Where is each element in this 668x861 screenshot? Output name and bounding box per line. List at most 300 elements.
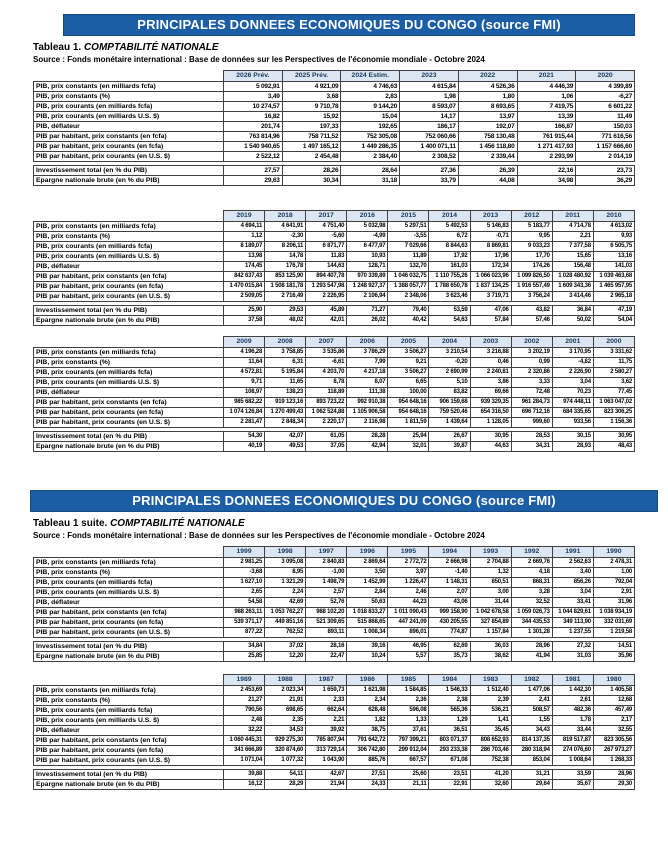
value-cell: 1 512,40 — [470, 686, 511, 696]
table-title-main: COMPTABILITÉ NATIONALE — [110, 518, 245, 529]
value-cell: 1 811,59 — [388, 418, 429, 428]
year-header: 1997 — [306, 547, 347, 558]
table-2019-2010 — [33, 210, 668, 326]
value-cell: 30,95 — [593, 432, 634, 442]
value-cell: 118,89 — [306, 388, 347, 398]
value-cell: 667,57 — [388, 756, 429, 766]
table-row — [34, 132, 635, 142]
value-cell: 37,61 — [388, 726, 429, 736]
year-header: 1988 — [265, 675, 306, 686]
value-cell: 44,63 — [470, 442, 511, 452]
row-label: PIB par habitant, prix constants (en fcfa) — [34, 608, 224, 618]
value-cell: 13,16 — [593, 252, 634, 262]
value-cell: 2 965,18 — [593, 292, 634, 302]
value-cell: 654 316,50 — [470, 408, 511, 418]
table-row — [34, 588, 635, 598]
value-cell: -4,99 — [347, 232, 388, 242]
row-label: PIB, prix courants (en milliards U.S. $) — [34, 588, 224, 598]
value-cell: 1 157,84 — [470, 628, 511, 638]
value-cell: 341 666,89 — [224, 746, 265, 756]
year-header: 1992 — [511, 547, 552, 558]
table-row — [34, 408, 635, 418]
value-cell: 313 729,14 — [306, 746, 347, 756]
value-cell: 856,26 — [552, 578, 593, 588]
year-header: 1991 — [552, 547, 593, 558]
value-cell: 21,94 — [306, 780, 347, 790]
value-cell: 447 241,09 — [388, 618, 429, 628]
value-cell: 62,69 — [429, 642, 470, 652]
value-cell: 31,96 — [593, 598, 634, 608]
value-cell: 988 102,20 — [306, 608, 347, 618]
value-cell: 25,60 — [388, 770, 429, 780]
table-row — [34, 316, 635, 326]
national-accounts-table — [33, 674, 635, 790]
page-banner: PRINCIPALES DONNEES ECONOMIQUES DU CONGO (source FMI) — [63, 14, 635, 36]
value-cell: 1,00 — [593, 568, 634, 578]
value-cell: 35,45 — [470, 726, 511, 736]
table-row — [34, 398, 635, 408]
value-cell: 49,53 — [265, 442, 306, 452]
value-cell: 4 613,02 — [593, 222, 634, 232]
value-cell: 57,46 — [511, 316, 552, 326]
table-row — [34, 368, 635, 378]
value-cell: 6 871,77 — [306, 242, 347, 252]
value-cell: 2,57 — [306, 588, 347, 598]
value-cell: 11,75 — [593, 358, 634, 368]
value-cell: 896,01 — [388, 628, 429, 638]
value-cell: 27,51 — [347, 770, 388, 780]
corner-cell — [34, 71, 224, 82]
value-cell: 929 275,30 — [265, 736, 306, 746]
value-cell: 842 637,43 — [224, 272, 265, 282]
value-cell: 1,29 — [429, 716, 470, 726]
year-header: 2003 — [470, 337, 511, 348]
value-cell: 1 066 023,96 — [470, 272, 511, 282]
value-cell: 4 196,28 — [224, 348, 265, 358]
value-cell: 4 694,11 — [224, 222, 265, 232]
year-header: 1984 — [429, 675, 470, 686]
value-cell: 38,62 — [470, 652, 511, 662]
value-cell: 24,33 — [347, 780, 388, 790]
value-cell: 565,36 — [429, 706, 470, 716]
value-cell: 1 060 445,31 — [224, 736, 265, 746]
value-cell: 1 497 165,12 — [282, 142, 341, 152]
row-label: PIB par habitant, prix constants (en fcfa) — [34, 132, 224, 142]
table-1989-1980 — [33, 674, 668, 790]
value-cell: 2,35 — [265, 716, 306, 726]
table-row — [34, 780, 635, 790]
value-cell: 449 851,16 — [265, 618, 306, 628]
table-row — [34, 706, 635, 716]
value-cell: 1 074 126,84 — [224, 408, 265, 418]
value-cell: 201,74 — [224, 122, 283, 132]
value-cell: 3,28 — [511, 588, 552, 598]
year-header: 2022 — [458, 71, 517, 82]
value-cell: 25,90 — [224, 306, 265, 316]
value-cell: 128,71 — [347, 262, 388, 272]
table-row — [34, 252, 635, 262]
value-cell: 47,06 — [470, 306, 511, 316]
table-row — [34, 686, 635, 696]
value-cell: 2 454,48 — [282, 152, 341, 162]
value-cell: 2 669,76 — [511, 558, 552, 568]
value-cell: 161,03 — [429, 262, 470, 272]
value-cell: 11,64 — [224, 358, 265, 368]
value-cell: 186,17 — [400, 122, 459, 132]
corner-cell — [34, 675, 224, 686]
value-cell: -0,20 — [429, 358, 470, 368]
year-header: 2010 — [593, 211, 634, 222]
value-cell: 35,67 — [552, 780, 593, 790]
value-cell: 9,95 — [511, 232, 552, 242]
value-cell: 61,05 — [306, 432, 347, 442]
value-cell: 30,15 — [552, 432, 593, 442]
value-cell: 293 233,38 — [429, 746, 470, 756]
value-cell: 4,18 — [511, 568, 552, 578]
value-cell: 174,26 — [511, 262, 552, 272]
value-cell: 39,88 — [224, 770, 265, 780]
row-label: PIB, prix courants (en milliards U.S. $) — [34, 378, 224, 388]
value-cell: 3,86 — [470, 378, 511, 388]
value-cell: 32,52 — [511, 598, 552, 608]
value-cell: 22,91 — [429, 780, 470, 790]
value-cell: 83,82 — [429, 388, 470, 398]
value-cell: 26,02 — [347, 316, 388, 326]
row-label: PIB par habitant, prix courants (en U.S. $) — [34, 628, 224, 638]
value-cell: 28,96 — [511, 642, 552, 652]
value-cell: 1 043,90 — [306, 756, 347, 766]
value-cell: 933,56 — [552, 418, 593, 428]
value-cell: 50,63 — [347, 598, 388, 608]
source-line: Source : Fonds monétaire international : Base de données sur les Perspectives de l'économie mondiale - Octobre 2024 — [33, 531, 485, 540]
value-cell: 3 170,95 — [552, 348, 593, 358]
row-label: PIB, prix courants (en milliards fcfa) — [34, 706, 224, 716]
year-header: 2004 — [429, 337, 470, 348]
value-cell: 1 008,34 — [347, 628, 388, 638]
row-label: PIB, prix courants (en milliards U.S. $) — [34, 716, 224, 726]
value-cell: 166,87 — [517, 122, 576, 132]
value-cell: -3,68 — [224, 568, 265, 578]
row-label: PIB, déflateur — [34, 598, 224, 608]
value-cell: 3,04 — [552, 378, 593, 388]
value-cell: 850,51 — [470, 578, 511, 588]
table-row — [34, 418, 635, 428]
row-label: PIB, prix courants (en milliards fcfa) — [34, 242, 224, 252]
table-row — [34, 348, 635, 358]
value-cell: 5,10 — [429, 378, 470, 388]
value-cell: 3 506,27 — [388, 368, 429, 378]
value-cell: 1 011 090,43 — [388, 608, 429, 618]
value-cell: 2,21 — [552, 232, 593, 242]
value-cell: 77,45 — [593, 388, 634, 398]
value-cell: 54,63 — [429, 316, 470, 326]
year-header: 1990 — [593, 547, 634, 558]
value-cell: 1 062 524,88 — [306, 408, 347, 418]
table-row — [34, 746, 635, 756]
table-row — [34, 388, 635, 398]
value-cell: 11,83 — [306, 252, 347, 262]
value-cell: 1 400 071,11 — [400, 142, 459, 152]
row-label: PIB par habitant, prix courants (en U.S. $) — [34, 152, 224, 162]
value-cell: 1 053 762,27 — [265, 608, 306, 618]
value-cell: 21,91 — [265, 696, 306, 706]
value-cell: 8,78 — [306, 378, 347, 388]
value-cell: 9 144,20 — [341, 102, 400, 112]
value-cell: 803 071,37 — [429, 736, 470, 746]
value-cell: 791 642,72 — [347, 736, 388, 746]
value-cell: 868,31 — [511, 578, 552, 588]
value-cell: 2,24 — [265, 588, 306, 598]
value-cell: 999,60 — [511, 418, 552, 428]
value-cell: 132,70 — [388, 262, 429, 272]
value-cell: 939 329,35 — [470, 398, 511, 408]
year-header: 2008 — [265, 337, 306, 348]
value-cell: 1 042 678,58 — [470, 608, 511, 618]
table-row — [34, 222, 635, 232]
row-label: PIB, prix constants (%) — [34, 358, 224, 368]
value-cell: 48,43 — [593, 442, 634, 452]
value-cell: 44,08 — [458, 176, 517, 186]
value-cell: 1 270 499,43 — [265, 408, 306, 418]
value-cell: 34,98 — [517, 176, 576, 186]
value-cell: 17,70 — [511, 252, 552, 262]
value-cell: 762,52 — [265, 628, 306, 638]
value-cell: 974 448,11 — [552, 398, 593, 408]
year-header: 1998 — [265, 547, 306, 558]
value-cell: 34,31 — [511, 442, 552, 452]
year-header: 1995 — [388, 547, 429, 558]
value-cell: 1 508 181,78 — [265, 282, 306, 292]
value-cell: 1 028 480,92 — [552, 272, 593, 282]
value-cell: 1 044 829,61 — [552, 608, 593, 618]
value-cell: 1 105 906,58 — [347, 408, 388, 418]
value-cell: 797 399,21 — [388, 736, 429, 746]
value-cell: 1 018 833,27 — [347, 608, 388, 618]
value-cell: 23,73 — [576, 166, 635, 176]
value-cell: 662,64 — [306, 706, 347, 716]
year-header: 2025 Prév. — [282, 71, 341, 82]
value-cell: 30,34 — [282, 176, 341, 186]
value-cell: 671,08 — [429, 756, 470, 766]
row-label: PIB, prix courants (en milliards U.S. $) — [34, 252, 224, 262]
value-cell: 2 339,44 — [458, 152, 517, 162]
value-cell: 26,67 — [429, 432, 470, 442]
value-cell: 53,59 — [429, 306, 470, 316]
value-cell: 2 106,94 — [347, 292, 388, 302]
value-cell: 54,58 — [224, 598, 265, 608]
year-header: 1986 — [347, 675, 388, 686]
value-cell: 1 293 547,98 — [306, 282, 347, 292]
value-cell: 299 912,04 — [388, 746, 429, 756]
value-cell: 684 335,65 — [552, 408, 593, 418]
value-cell: 8 206,11 — [265, 242, 306, 252]
value-cell: 33,41 — [552, 598, 593, 608]
value-cell: 1,78 — [552, 716, 593, 726]
table-row — [34, 282, 635, 292]
value-cell: 54,30 — [224, 432, 265, 442]
value-cell: 2,65 — [224, 588, 265, 598]
value-cell: 1,06 — [517, 92, 576, 102]
value-cell: 2 716,49 — [265, 292, 306, 302]
value-cell: 40,19 — [224, 442, 265, 452]
value-cell: 2 562,63 — [552, 558, 593, 568]
row-label: PIB, prix constants (en milliards fcfa) — [34, 222, 224, 232]
table-title-prefix: Tableau 1 suite. — [33, 518, 108, 529]
value-cell: 853,04 — [511, 756, 552, 766]
value-cell: 25,94 — [388, 432, 429, 442]
row-label: PIB par habitant, prix constants (en fcfa) — [34, 736, 224, 746]
value-cell: 9,21 — [388, 358, 429, 368]
value-cell: 536,21 — [470, 706, 511, 716]
year-header: 2026 Prév. — [224, 71, 283, 82]
value-cell: 32,60 — [470, 780, 511, 790]
row-label: PIB, déflateur — [34, 122, 224, 132]
value-cell: 10,93 — [347, 252, 388, 262]
value-cell: 39,92 — [306, 726, 347, 736]
year-header: 2020 — [576, 71, 635, 82]
table-row — [34, 618, 635, 628]
value-cell: 1 439,64 — [429, 418, 470, 428]
value-cell: 31,44 — [470, 598, 511, 608]
value-cell: 2 869,64 — [347, 558, 388, 568]
value-cell: 4 572,81 — [224, 368, 265, 378]
value-cell: 823 306,25 — [593, 408, 634, 418]
year-header: 2012 — [511, 211, 552, 222]
value-cell: 12,20 — [265, 652, 306, 662]
year-header: 2016 — [347, 211, 388, 222]
value-cell: -6,27 — [576, 92, 635, 102]
value-cell: 40,42 — [388, 316, 429, 326]
table-row — [34, 166, 635, 176]
table-row — [34, 378, 635, 388]
value-cell: 2 293,99 — [517, 152, 576, 162]
value-cell: 4 714,78 — [552, 222, 593, 232]
value-cell: 752 060,66 — [400, 132, 459, 142]
year-header: 2000 — [593, 337, 634, 348]
national-accounts-table — [33, 70, 635, 186]
value-cell: 1,55 — [511, 716, 552, 726]
value-cell: 906 159,68 — [429, 398, 470, 408]
value-cell: 808 652,93 — [470, 736, 511, 746]
row-label: PIB, prix constants (%) — [34, 92, 224, 102]
value-cell: -5,60 — [306, 232, 347, 242]
value-cell: 29,63 — [224, 176, 283, 186]
value-cell: 5 297,51 — [388, 222, 429, 232]
value-cell: 14,17 — [400, 112, 459, 122]
row-label: PIB, prix constants (en milliards fcfa) — [34, 348, 224, 358]
value-cell: 197,33 — [282, 122, 341, 132]
value-cell: 0,46 — [470, 358, 511, 368]
value-cell: 9 710,78 — [282, 102, 341, 112]
value-cell: 52,76 — [306, 598, 347, 608]
value-cell: 36,03 — [470, 642, 511, 652]
value-cell: 8,07 — [347, 378, 388, 388]
value-cell: 3 756,24 — [511, 292, 552, 302]
table-2009-2000 — [33, 336, 668, 452]
value-cell: 35,96 — [593, 652, 634, 662]
value-cell: 1 498,79 — [306, 578, 347, 588]
value-cell: 33,79 — [400, 176, 459, 186]
value-cell: 4 446,39 — [517, 82, 576, 92]
value-cell: 27,32 — [552, 642, 593, 652]
year-header: 1996 — [347, 547, 388, 558]
value-cell: 1 540 940,65 — [224, 142, 283, 152]
value-cell: 2,41 — [511, 696, 552, 706]
value-cell: 14,78 — [265, 252, 306, 262]
value-cell: 35,73 — [429, 652, 470, 662]
value-cell: 8 593,07 — [400, 102, 459, 112]
value-cell: 814 137,35 — [511, 736, 552, 746]
value-cell: 2,36 — [388, 696, 429, 706]
value-cell: 7,99 — [347, 358, 388, 368]
value-cell: 1 226,47 — [388, 578, 429, 588]
value-cell: 2,61 — [552, 696, 593, 706]
value-cell: 4 921,09 — [282, 82, 341, 92]
value-cell: 4 615,84 — [400, 82, 459, 92]
value-cell: 2,07 — [429, 588, 470, 598]
value-cell: 7 419,75 — [517, 102, 576, 112]
national-accounts-table — [33, 546, 635, 662]
value-cell: 1 248 927,37 — [347, 282, 388, 292]
year-header: 2014 — [429, 211, 470, 222]
value-cell: 2 348,06 — [388, 292, 429, 302]
value-cell: 1 071,04 — [224, 756, 265, 766]
value-cell: -2,30 — [265, 232, 306, 242]
table-row — [34, 578, 635, 588]
row-label: Investissement total (en % du PIB) — [34, 306, 224, 316]
value-cell: 174,45 — [224, 262, 265, 272]
value-cell: 0,99 — [511, 358, 552, 368]
value-cell: 1 788 650,78 — [429, 282, 470, 292]
value-cell: 2 981,25 — [224, 558, 265, 568]
value-cell: 28,53 — [511, 432, 552, 442]
value-cell: 46,95 — [388, 642, 429, 652]
value-cell: 43,06 — [429, 598, 470, 608]
value-cell: 7 377,58 — [552, 242, 593, 252]
value-cell: 2,46 — [388, 588, 429, 598]
table-row — [34, 598, 635, 608]
row-label: PIB par habitant, prix courants (en fcfa) — [34, 142, 224, 152]
value-cell: 3,00 — [470, 588, 511, 598]
year-header: 2006 — [347, 337, 388, 348]
row-label: PIB par habitant, prix constants (en fcfa) — [34, 272, 224, 282]
value-cell: 954 648,16 — [388, 398, 429, 408]
year-header: 2019 — [224, 211, 265, 222]
year-header: 1989 — [224, 675, 265, 686]
value-cell: 31,03 — [552, 652, 593, 662]
value-cell: 1 546,33 — [429, 686, 470, 696]
value-cell: 11,89 — [388, 252, 429, 262]
value-cell: -3,55 — [388, 232, 429, 242]
year-header: 2013 — [470, 211, 511, 222]
table-row — [34, 272, 635, 282]
value-cell: 28,28 — [347, 432, 388, 442]
value-cell: 2 666,98 — [429, 558, 470, 568]
value-cell: 21,11 — [388, 780, 429, 790]
value-cell: 785 807,94 — [306, 736, 347, 746]
value-cell: 11,49 — [576, 112, 635, 122]
value-cell: 172,34 — [470, 262, 511, 272]
value-cell: 894 407,78 — [306, 272, 347, 282]
value-cell: 1 063 047,02 — [593, 398, 634, 408]
year-header: 1981 — [552, 675, 593, 686]
national-accounts-table — [33, 210, 635, 326]
value-cell: 961 284,73 — [511, 398, 552, 408]
value-cell: 761 915,44 — [517, 132, 576, 142]
value-cell: 2 384,40 — [341, 152, 400, 162]
value-cell: 32,01 — [388, 442, 429, 452]
year-header: 2009 — [224, 337, 265, 348]
